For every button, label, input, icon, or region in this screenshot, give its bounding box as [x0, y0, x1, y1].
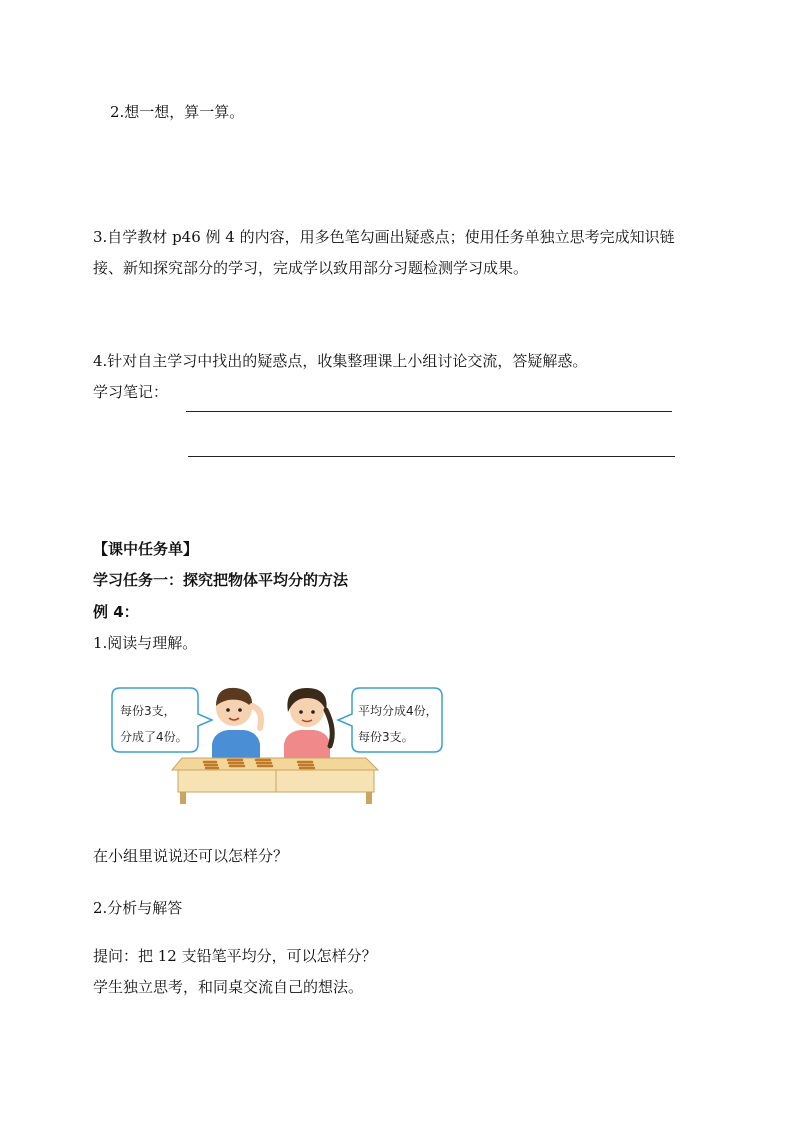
section-header: 【课中任务单】 [93, 540, 199, 558]
speech-bubble-right [338, 688, 442, 752]
desk [172, 758, 378, 804]
speech-bubble-left [112, 688, 212, 752]
item-3-text-line2: 接、新知探究部分的学习，完成学以致用部分习题检测学习成果。 [93, 259, 529, 277]
bubble-left-line1: 每份3支， [120, 704, 176, 718]
task-1-title: 学习任务一：探究把物体平均分的方法 [93, 571, 349, 589]
prompt-question: 提问：把 12 支铅笔平均分，可以怎样分？ [93, 947, 377, 965]
example-label: 例 4： [93, 603, 139, 621]
notes-label: 学习笔记： [93, 383, 169, 401]
student-action-text: 学生独立思考，和同桌交流自己的想法。 [93, 978, 364, 996]
item-2-text: 2.想一想，算一算。 [110, 103, 245, 121]
illustration-children-pencils [104, 680, 444, 804]
step-2-text: 2.分析与解答 [93, 899, 183, 917]
group-discussion-question: 在小组里说说还可以怎样分？ [93, 847, 289, 865]
item-4-text: 4.针对自主学习中找出的疑惑点，收集整理课上小组讨论交流，答疑解惑。 [93, 352, 588, 370]
step-1-text: 1.阅读与理解。 [93, 634, 198, 652]
bubble-right-line2: 每份3支。 [358, 730, 414, 744]
notes-line-1[interactable] [186, 411, 672, 412]
boy-figure [212, 688, 261, 762]
girl-figure [284, 688, 332, 762]
item-3-text-line1: 3.自学教材 p46 例 4 的内容，用多色笔勾画出疑惑点；使用任务单独立思考完成知识链 [93, 228, 675, 246]
bubble-right-line1: 平均分成4份， [358, 704, 438, 718]
notes-line-2[interactable] [188, 456, 675, 457]
bubble-left-line2: 分成了4份。 [120, 730, 188, 744]
